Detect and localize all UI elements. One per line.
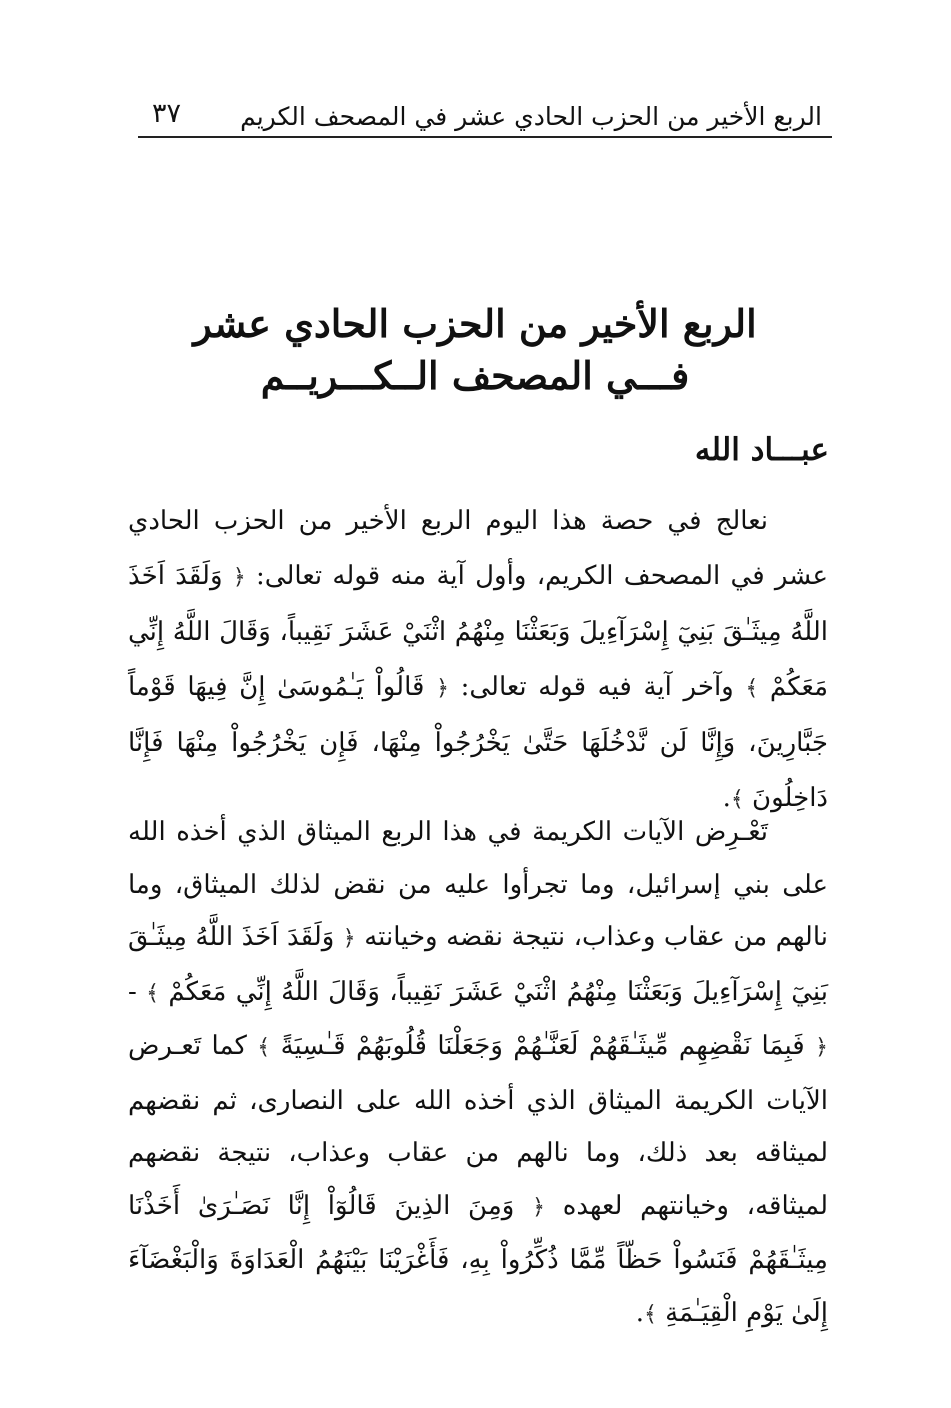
section-heading: عبـــاد الله [694, 432, 829, 468]
paragraph-2 [128, 806, 828, 1341]
dash: - [128, 976, 137, 1007]
quran-close-bracket: ﴾ [745, 675, 759, 701]
chapter-title-line-1: الربع الأخير من الحزب الحادي عشر [193, 301, 757, 346]
running-header [138, 96, 832, 138]
quran-close-bracket: ﴾ [644, 1301, 657, 1327]
quran-open-bracket: ﴿ [815, 1035, 829, 1060]
quran-open-bracket: ﴿ [232, 564, 246, 590]
paragraph-1-intro: نعالج في حصة هذا اليوم الربع الأخير من الحزب الحادي عشر في المصحف الكريم، وأول آية منه قوله تعالى: [128, 506, 828, 591]
quran-close-bracket: ﴾ [146, 980, 159, 1006]
paragraph-1 [128, 494, 828, 827]
paragraph-1-end: . [722, 782, 731, 813]
paragraph-1-middle: وآخر آية فيه قوله تعالى: [460, 671, 734, 702]
chapter-title [150, 298, 800, 402]
page-number: ٣٧ [152, 98, 182, 129]
quran-verse: وَلَقَدَ اَخَذَ اللَّهُ مِيثَـٰقَ بَنِيٓ إِسْرَآءِيلَ وَبَعَثْنَا مِنْهُمُ اثْنَيْ عَشَرَ نَقِيباً، وَقَالَ اللَّهُ إِنِّي مَعَكُمْ [128, 560, 829, 702]
quran-verse: وَمِنَ الذِينَ قَالُوٓاْ إِنَّا نَصَـٰرَىٰ أَخَذْنَا مِيثَـٰقَهُمْ فَنَسُواْ حَظّاً مِّمَّا ذُكِّرُواْ بِهِ، فَأَغْرَيْنَا بَيْنَهُمُ الْعَدَاوَةَ وَالْبَغْضَآءَ إِلَىٰ يَوْمِ الْقِيَـٰمَةِ [128, 1190, 828, 1328]
quran-open-bracket: ﴿ [436, 675, 449, 701]
quran-open-bracket: ﴿ [342, 926, 356, 951]
paragraph-2-intro: تَعْـرِض الآيات الكريمة في هذا الربع الميثاق الذي أخذه الله على بني إسرائيل، وما تجرأوا عليه من نقض لذلك الميثاق، وما نالهم من عقاب وعذاب، نتيجة نقضه وخيانته [128, 817, 829, 952]
running-header-title: الربع الأخير من الحزب الحادي عشر في المصحف الكريم [240, 102, 822, 131]
quran-close-bracket: ﴾ [257, 1035, 271, 1060]
quran-verse: وَلَقَدَ اَخَذَ اللَّهُ مِيثَـٰقَ بَنِيٓ إِسْرَآءِيلَ وَبَعَثْنَا مِنْهُمُ اثْنَيْ عَشَرَ نَقِيباً، وَقَالَ اللَّهُ إِنِّي مَعَكُمْ [128, 922, 829, 1007]
paragraph-2-end: . [635, 1297, 644, 1328]
quran-verse: فَبِمَا نَقْضِهِم مِّيثَـٰقَهُمْ لَعَنَّـٰهُمْ وَجَعَلْنَا قُلُوبَهُمْ قَـٰسِيَةً [280, 1031, 805, 1061]
quran-verse: قَالُواْ يَـٰمُوسَىٰ إِنَّ فِيهَا قَوْماً جَبَّارِينَ، وَإِنَّا لَن نَّدْخُلَهَا حَتَّىٰ يَخْرُجُواْ مِنْهَا، فَإِن يَخْرُجُواْ مِنْهَا فَإِنَّا دَاخِلُونَ [128, 671, 828, 813]
chapter-title-line-2: فـــي المصحف الــكـــريــم [260, 353, 690, 398]
paragraph-2-middle: كما تَعـرض الآيات الكريمة الميثاق الذي أخذه الله على النصارى، ثم نقضهم لميثاقه بعد ذلك، وما نالهم من عقاب وعذاب، نتيجة نقضهم لميثاقه، وخيانتهم لعهده [128, 1031, 829, 1221]
quran-close-bracket: ﴾ [730, 786, 744, 812]
quran-open-bracket: ﴿ [532, 1194, 545, 1220]
